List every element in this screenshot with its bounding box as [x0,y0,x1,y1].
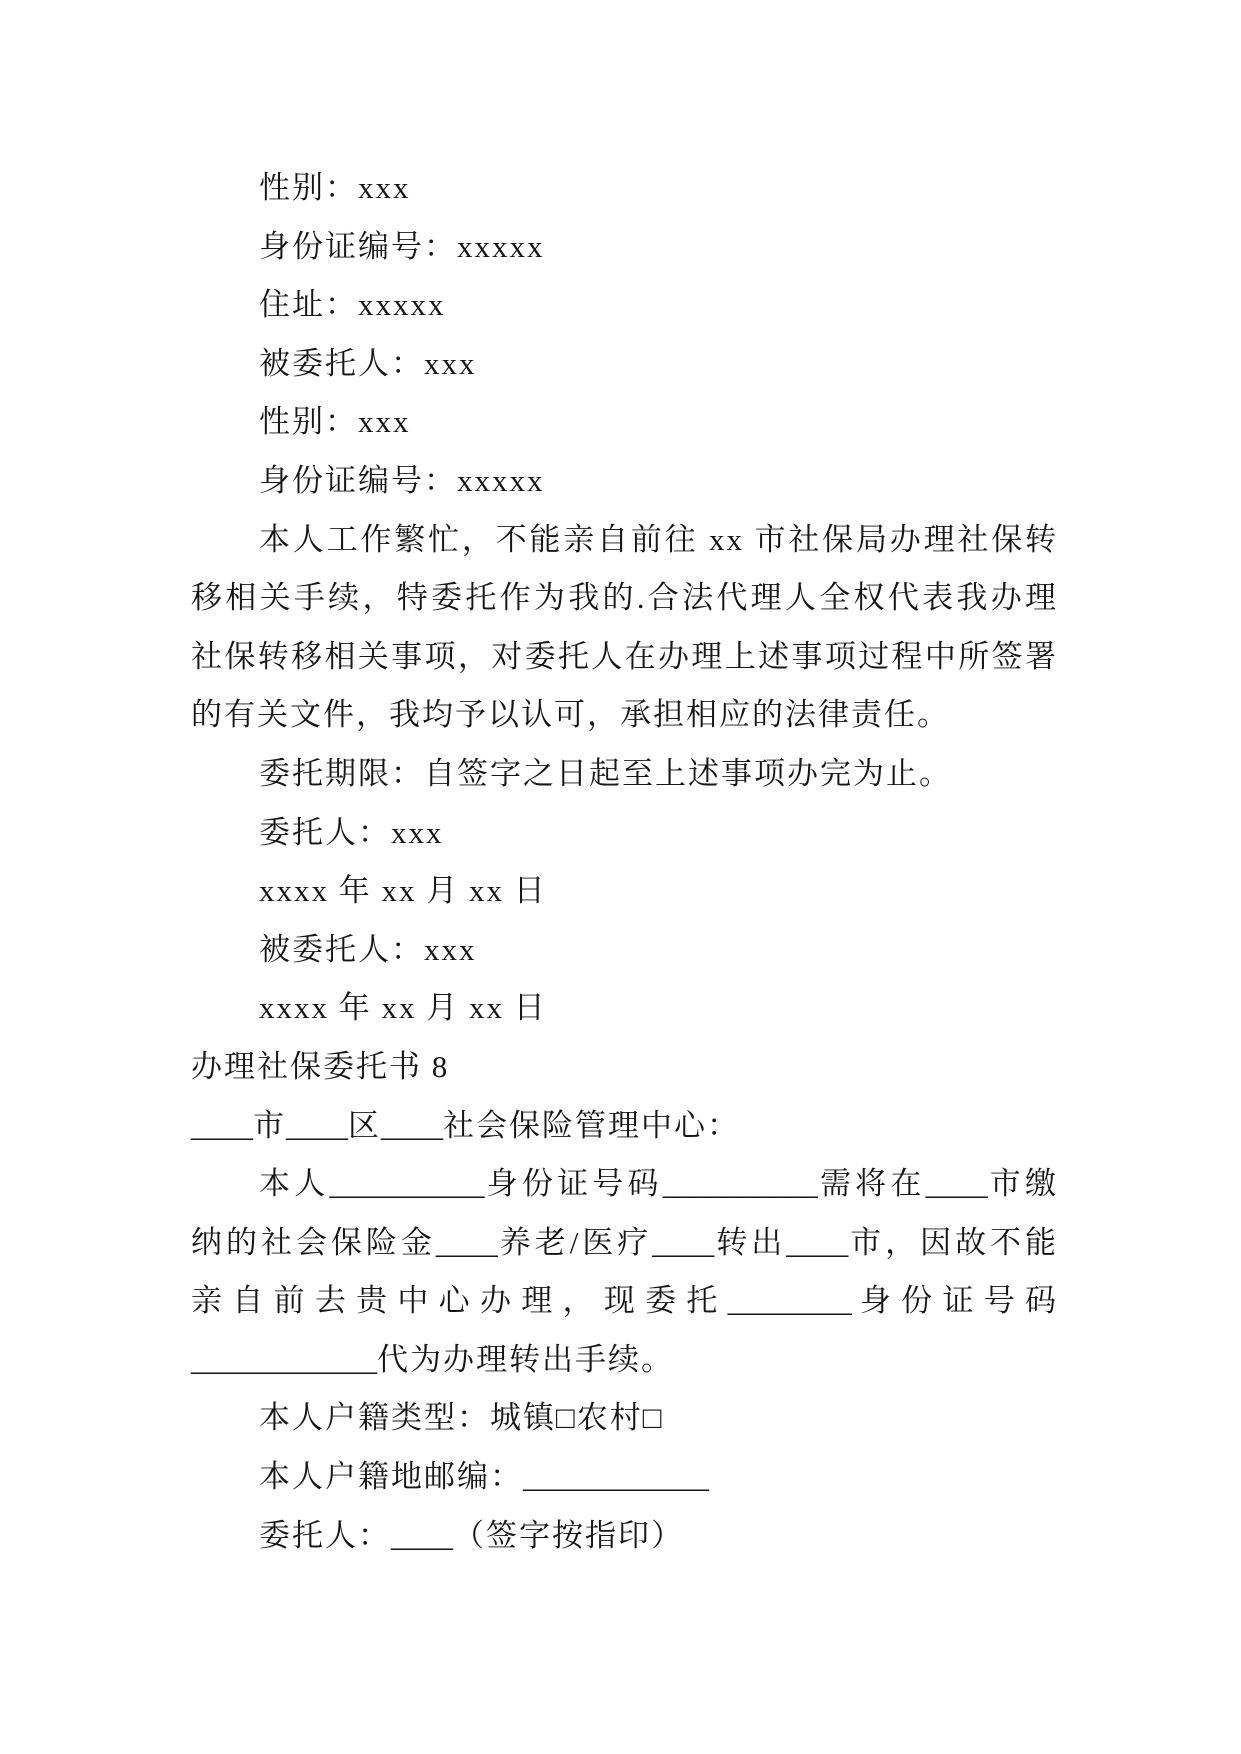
blank-field: __________ [329,1166,485,1202]
blank-field: ____ [435,1224,498,1260]
request-line-3: 亲自前去贵中心办理，现委托________身份证号码 [191,1283,1059,1319]
principal-date-line: xxxx 年 xx 月 xx 日 [259,873,547,909]
request-line-1: 本人__________身份证号码__________需将在____市缴 [259,1166,1059,1202]
statement-line-2: 移相关手续，特委托作为我的.合法代理人全权代表我办理 [191,580,1058,616]
blank-field: ____ [652,1224,715,1260]
blank-field: ____ [786,1224,849,1260]
blank-field: ____ [286,1107,348,1143]
postcode-line: 本人户籍地邮编：____________ [259,1459,709,1495]
blank-field: ________ [727,1283,852,1319]
document-body [191,159,1058,1565]
blank-field: ____ [381,1107,443,1143]
trustee-sign-line: 被委托人：xxx [259,931,477,967]
signature-line: 委托人：____（签字按指印） [259,1517,684,1553]
addressee-line: ____市____区____社会保险管理中心： [191,1107,740,1143]
statement-line-4: 的有关文件，我均予以认可，承担相应的法律责任。 [191,697,950,733]
section-title: 办理社保委托书 8 [191,1048,450,1084]
request-line-2: 纳的社会保险金____养老/医疗____转出____市，因故不能 [191,1224,1059,1260]
statement-line-1: 本人工作繁忙，不能亲自前往 xx 市社保局办理社保转 [259,521,1058,557]
id-number-line: 身份证编号：xxxxx [259,228,545,264]
trustee-id-number-line: 身份证编号：xxxxx [259,462,545,498]
trustee-line: 被委托人：xxx [259,345,477,381]
gender-line: 性别：xxx [259,170,411,205]
trustee-date-line: xxxx 年 xx 月 xx 日 [259,990,547,1026]
term-line: 委托期限：自签字之日起至上述事项办完为止。 [259,755,952,791]
household-type-line: 本人户籍类型：城镇□农村□ [259,1400,664,1436]
blank-field: ____________ [191,1341,377,1377]
blank-field: ____ [191,1107,253,1143]
request-line-4: ____________代为办理转出手续。 [191,1341,674,1377]
blank-field: __________ [662,1166,818,1202]
trustee-gender-line: 性别：xxx [259,404,411,440]
principal-sign-line: 委托人：xxx [259,814,444,850]
blank-field: ____ [925,1166,988,1202]
blank-field: ____ [391,1517,453,1553]
statement-line-3: 社保转移相关事项，对委托人在办理上述事项过程中所签署 [191,638,1058,674]
blank-field: ____________ [523,1459,709,1495]
address-line: 住址：xxxxx [259,287,446,323]
